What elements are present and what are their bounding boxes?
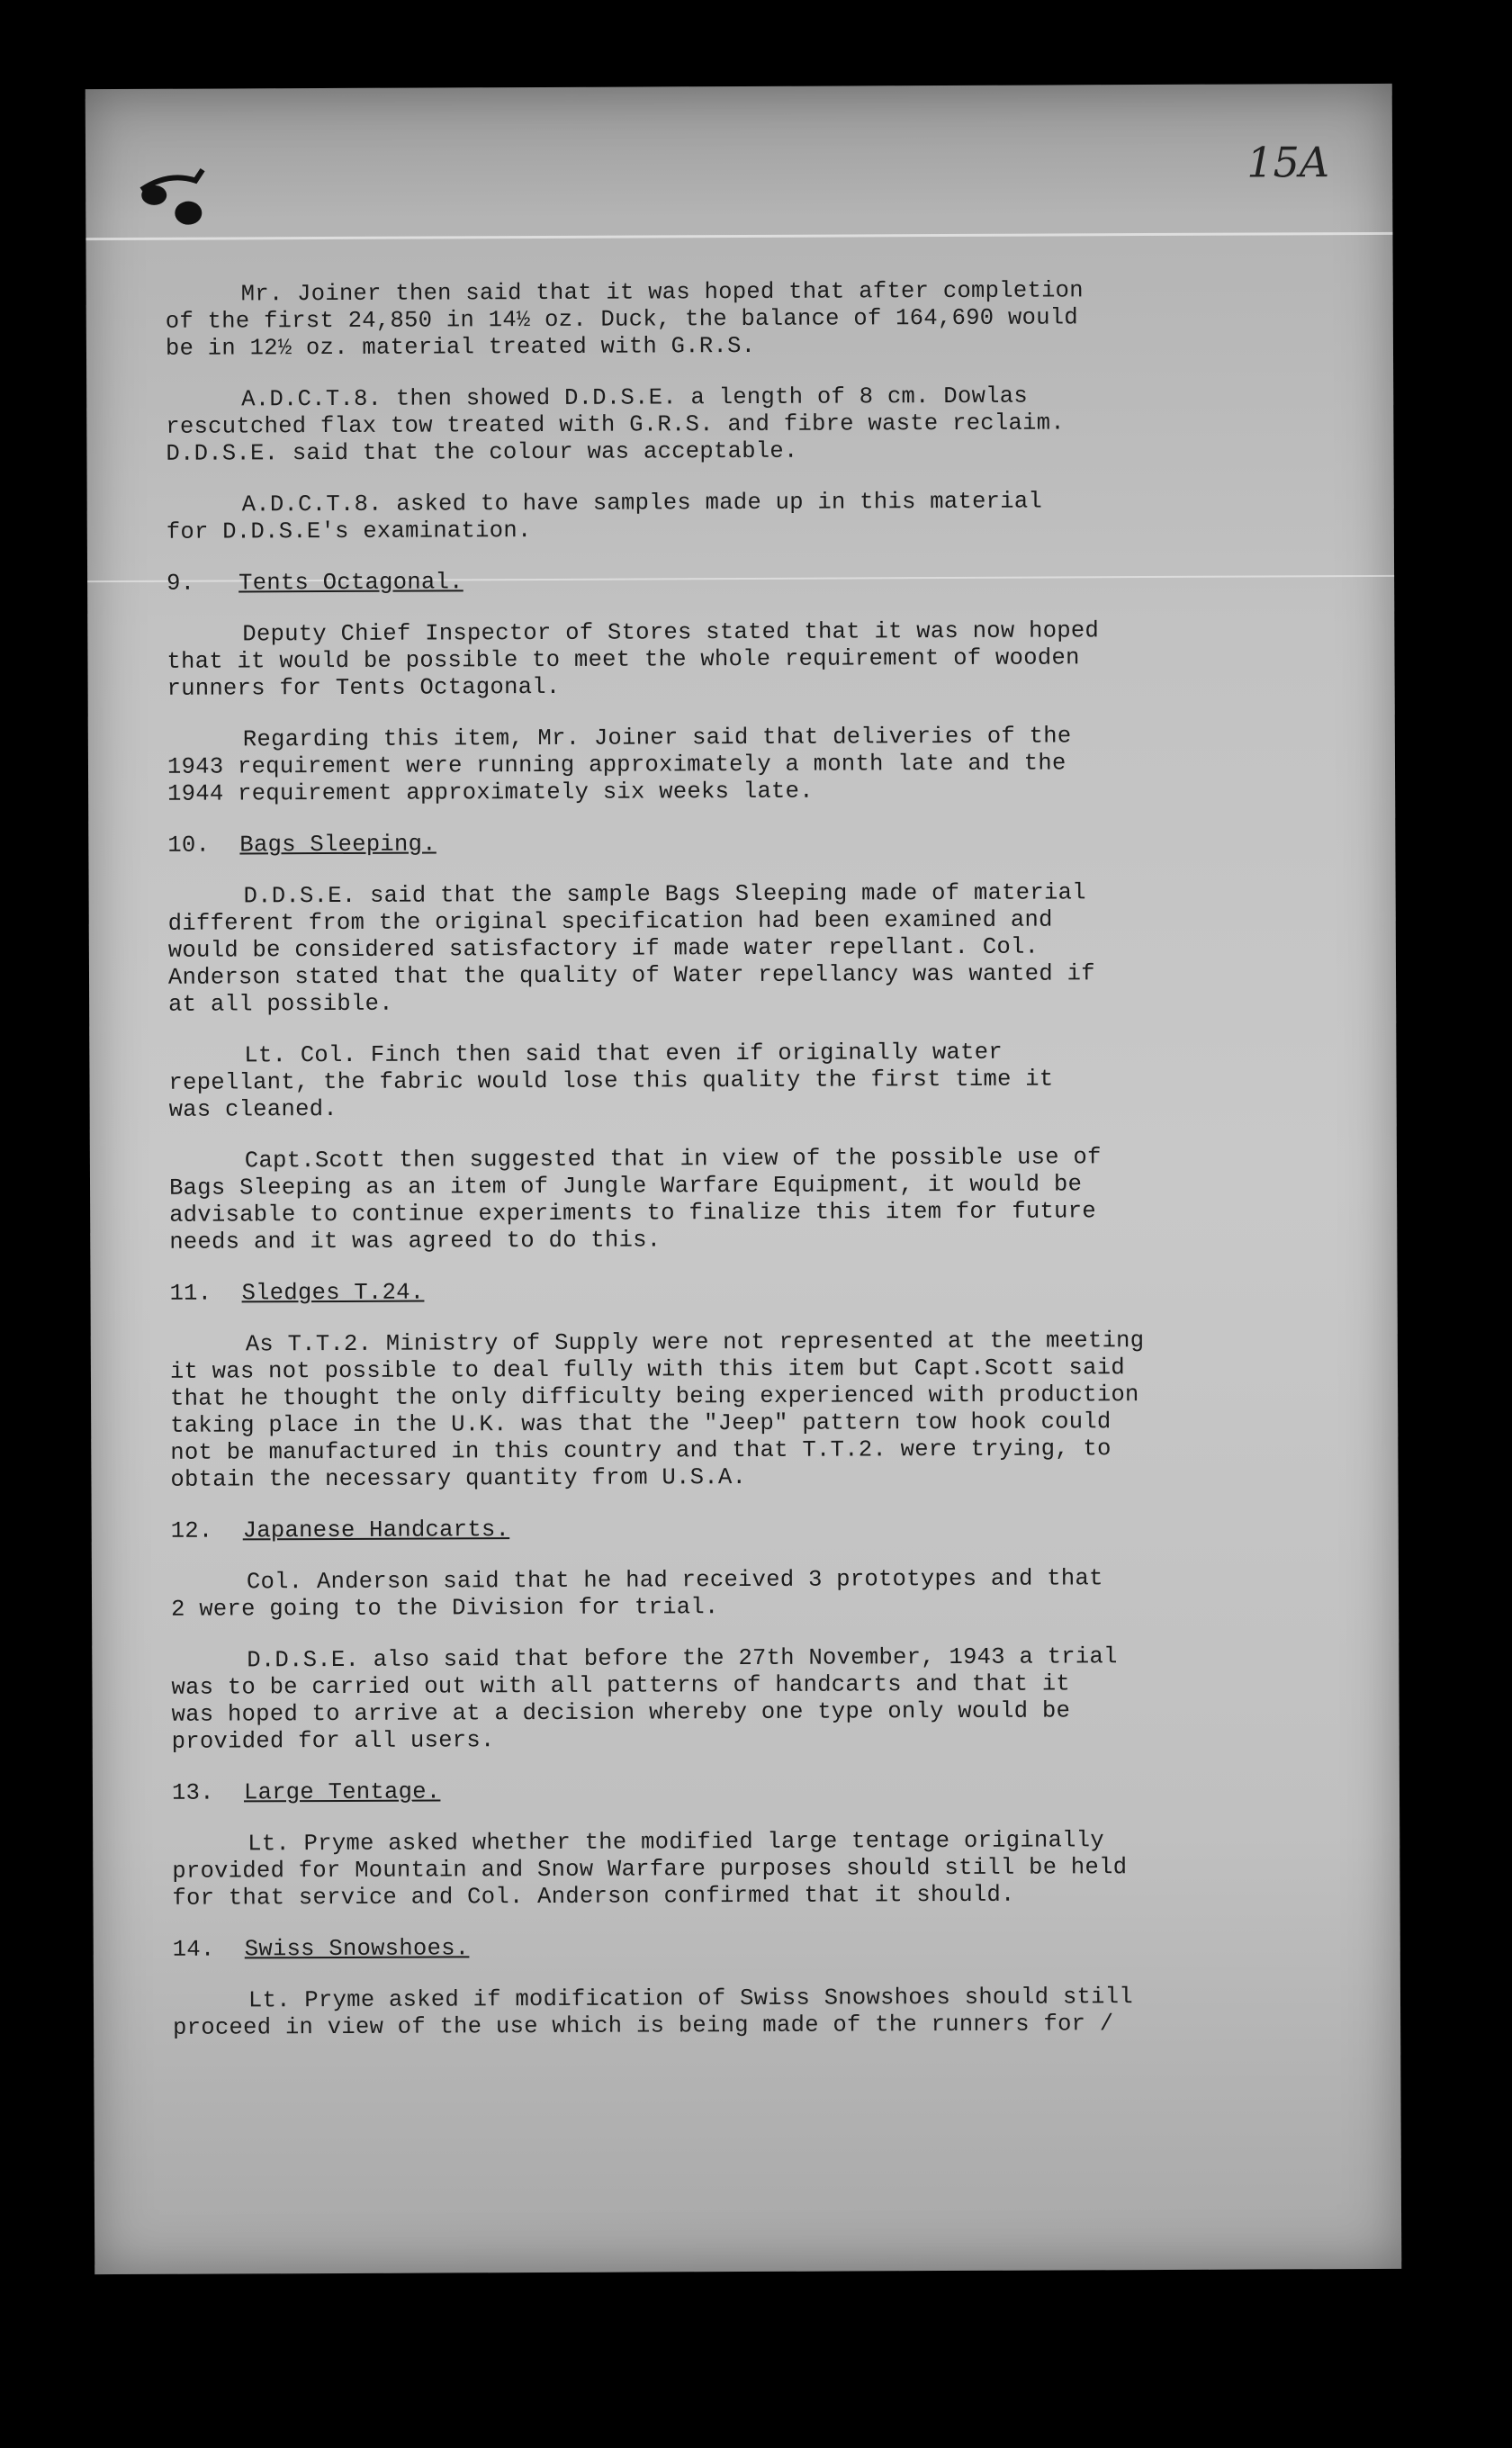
text-line: of the first 24,850 in 14½ oz. Duck, the balance of 164,690 would bbox=[165, 304, 1079, 335]
text-line: that he thought the only difficulty being experienced with production bbox=[169, 1382, 1139, 1412]
text-line: at all possible. bbox=[168, 990, 393, 1018]
text-line: runners for Tents Octagonal. bbox=[166, 673, 561, 702]
paragraph bbox=[168, 878, 1375, 1019]
section-heading bbox=[172, 1775, 1378, 1807]
text-line: taking place in the U.K. was that the "Jeep" pattern tow hook could bbox=[170, 1408, 1112, 1439]
text-line: 1944 requirement approximately six weeks late. bbox=[167, 778, 814, 807]
section-number: 9. bbox=[166, 570, 195, 597]
text-line: different from the original specification had been examined and bbox=[167, 906, 1053, 937]
paragraph bbox=[172, 1826, 1378, 1912]
paragraph bbox=[171, 1642, 1378, 1756]
text-line: Deputy Chief Inspector of Stores stated that it was now hoped bbox=[242, 617, 1100, 648]
text-line: 1943 requirement were running approximately a month late and the bbox=[166, 750, 1066, 780]
section-heading bbox=[173, 1931, 1379, 1964]
text-line: for that service and Col. Anderson confirmed that it should. bbox=[172, 1881, 1015, 1912]
section-number: 10. bbox=[167, 832, 211, 859]
paper-fold-line bbox=[86, 232, 1392, 240]
section-title: Bags Sleeping. bbox=[239, 831, 436, 859]
document-body bbox=[166, 276, 1380, 2066]
paragraph bbox=[170, 1327, 1377, 1494]
section-number: 12. bbox=[170, 1517, 213, 1544]
text-line: for D.D.S.E's examination. bbox=[166, 518, 532, 545]
paragraph bbox=[166, 487, 1372, 546]
text-line: not be manufactured in this country and that T.T.2. were trying, to bbox=[170, 1436, 1112, 1466]
text-line: advisable to continue experiments to finalize this item for future bbox=[169, 1198, 1096, 1228]
text-line: Anderson stated that the quality of Water repellancy was wanted if bbox=[167, 960, 1095, 991]
section-heading bbox=[166, 565, 1372, 598]
text-line: Col. Anderson said that he had received 3 prototypes and that bbox=[246, 1565, 1103, 1596]
text-line: needs and it was agreed to do this. bbox=[169, 1227, 662, 1256]
text-line: A.D.C.T.8. asked to have samples made up in this material bbox=[241, 488, 1043, 518]
text-line: Capt.Scott then suggested that in view of the possible use of bbox=[244, 1144, 1102, 1174]
paragraph bbox=[166, 276, 1372, 363]
section-title: Sledges T.24. bbox=[241, 1279, 425, 1307]
text-line: D.D.S.E. said that the sample Bags Sleeping made of material bbox=[243, 879, 1086, 910]
text-line: was to be carried out with all patterns of handcarts and that it bbox=[171, 1670, 1071, 1701]
text-line: proceed in view of the use which is being made of the runners for / bbox=[173, 2011, 1114, 2041]
text-line: provided for Mountain and Snow Warfare purposes should still be held bbox=[172, 1854, 1128, 1885]
text-line: that it would be possible to meet the whole requirement of wooden bbox=[166, 644, 1080, 675]
text-line: D.D.S.E. said that the colour was acceptable. bbox=[166, 437, 798, 467]
section-number: 14. bbox=[172, 1936, 215, 1963]
text-line: Lt. Col. Finch then said that even if originally water bbox=[244, 1039, 1003, 1069]
section-heading bbox=[171, 1513, 1377, 1545]
section-title: Japanese Handcarts. bbox=[242, 1516, 510, 1544]
text-line: Mr. Joiner then said that it was hoped that after completion bbox=[240, 277, 1084, 308]
text-line: Bags Sleeping as an item of Jungle Warfare Equipment, it would be bbox=[168, 1171, 1083, 1202]
text-line: Regarding this item, Mr. Joiner said that deliveries of the bbox=[242, 723, 1072, 753]
text-line: be in 12½ oz. material treated with G.R.S. bbox=[165, 332, 756, 362]
section-number: 11. bbox=[169, 1280, 212, 1307]
text-line: provided for all users. bbox=[171, 1727, 495, 1755]
paragraph bbox=[168, 1038, 1374, 1124]
text-line: was cleaned. bbox=[168, 1095, 338, 1123]
text-line: repellant, the fabric would lose this quality the first time it bbox=[168, 1066, 1054, 1096]
section-title: Swiss Snowshoes. bbox=[244, 1935, 470, 1963]
text-line: Lt. Pryme asked if modification of Swiss Snowshoes should still bbox=[248, 1984, 1134, 2014]
page-number: 15A bbox=[1246, 138, 1330, 187]
text-line: 2 were going to the Division for trial. bbox=[171, 1594, 719, 1623]
text-line: As T.T.2. Ministry of Supply were not represented at the meeting bbox=[245, 1328, 1145, 1358]
section-title: Large Tentage. bbox=[243, 1778, 441, 1806]
paragraph bbox=[171, 1564, 1377, 1624]
text-line: rescutched flax tow treated with G.R.S. and fibre waste reclaim. bbox=[166, 410, 1065, 440]
paragraph bbox=[166, 616, 1372, 703]
section-heading bbox=[167, 827, 1373, 860]
text-line: A.D.C.T.8. then showed D.D.S.E. a length of 8 cm. Dowlas bbox=[241, 382, 1029, 413]
text-line: D.D.S.E. also said that before the 27th November, 1943 a trial bbox=[247, 1643, 1118, 1674]
paperclip-shadow-icon bbox=[132, 163, 213, 233]
text-line: was hoped to arrive at a decision whereby one type only would be bbox=[171, 1697, 1071, 1728]
section-number: 13. bbox=[171, 1779, 214, 1806]
section-title: Tents Octagonal. bbox=[238, 569, 464, 597]
paragraph bbox=[167, 722, 1373, 808]
section-heading bbox=[169, 1275, 1375, 1308]
text-line: would be considered satisfactory if made water repellant. Col. bbox=[167, 933, 1040, 964]
document-page bbox=[86, 84, 1402, 2274]
text-line: it was not possible to deal fully with this item but Capt.Scott said bbox=[169, 1354, 1125, 1385]
paragraph bbox=[169, 1143, 1376, 1256]
text-line: Lt. Pryme asked whether the modified large tentage originally bbox=[248, 1827, 1105, 1858]
text-line: obtain the necessary quantity from U.S.A. bbox=[170, 1463, 747, 1493]
paragraph bbox=[166, 382, 1372, 468]
paragraph bbox=[173, 1983, 1379, 2042]
